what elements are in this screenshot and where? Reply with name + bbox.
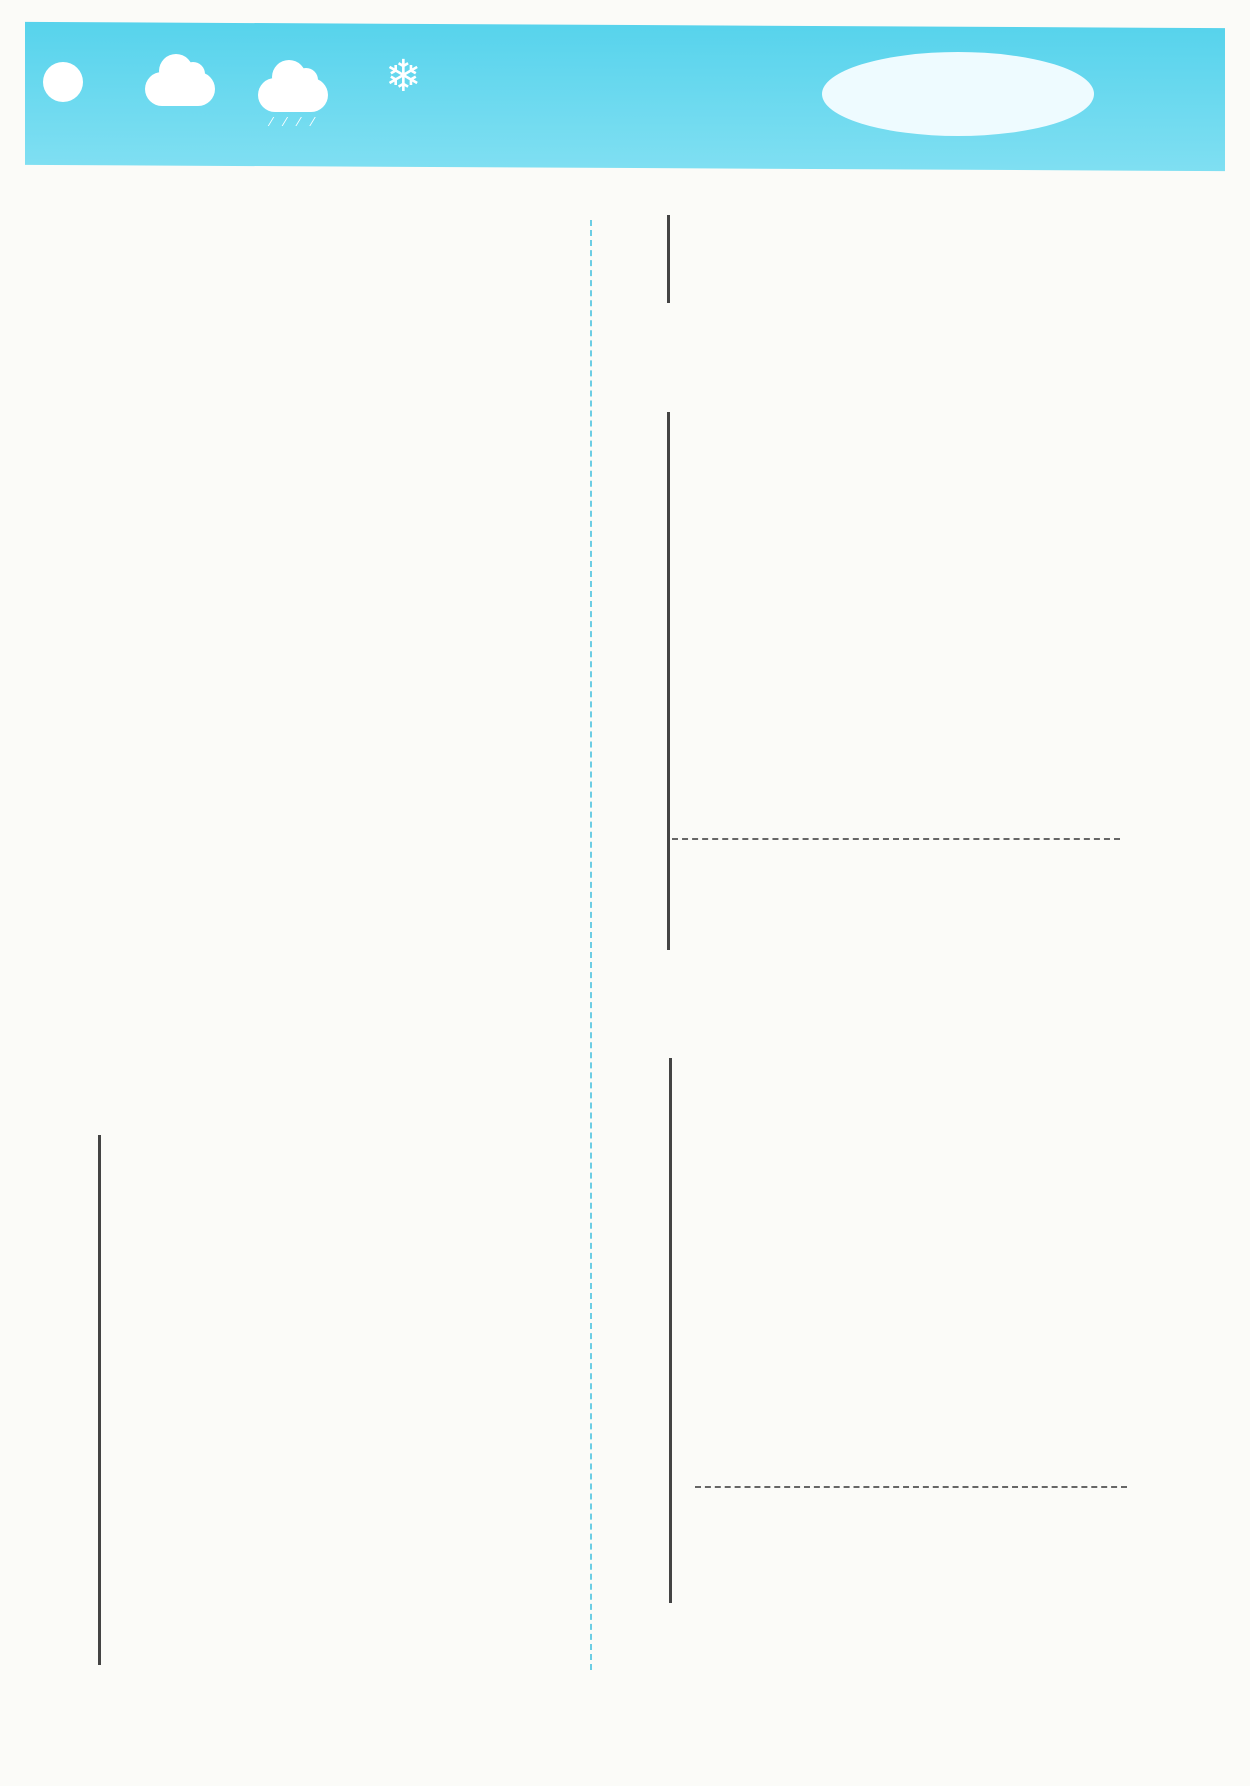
answer-badge xyxy=(822,52,1094,136)
dashed-separator xyxy=(695,1486,1127,1488)
rain-cloud-icon xyxy=(258,78,328,112)
sun-icon xyxy=(43,62,83,102)
dashed-separator xyxy=(672,838,1120,840)
section-bar xyxy=(667,215,670,303)
section-bar xyxy=(98,1135,101,1665)
column-divider xyxy=(590,220,592,1670)
snowflake-icon: ❄ xyxy=(385,51,422,102)
section-bar xyxy=(669,1058,672,1603)
rain-icon: ⁄ ⁄ ⁄ ⁄ xyxy=(270,115,318,129)
cloud-icon xyxy=(145,72,215,106)
section-bar xyxy=(667,412,670,950)
